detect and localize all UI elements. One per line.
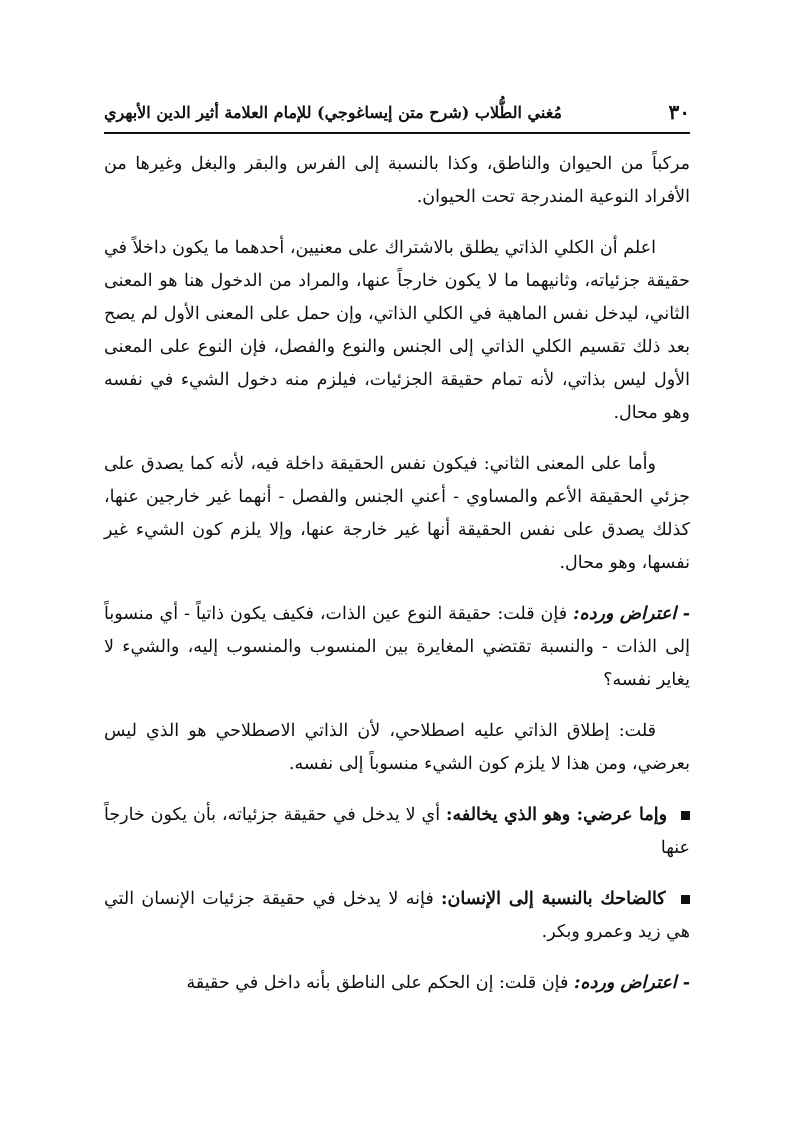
- paragraph-objection-2: [104, 967, 690, 1000]
- matn-phrase: وإما عرضي: وهو الذي يخالفه:: [446, 805, 668, 825]
- paragraph-text: فإنه لا يدخل في حقيقة جزئيات الإنسان التي هي زيد وعمرو وبكر.: [104, 889, 690, 942]
- paragraph-aradi: [104, 799, 690, 865]
- paragraph-continuation: [104, 148, 690, 214]
- page-number: ٣٠: [668, 100, 690, 124]
- paragraph-answer: [104, 715, 690, 781]
- running-title: مُغني الطُّلاب (شرح متن إيساغوجي) للإمام العلامة أثير الدين الأبهري: [104, 102, 562, 122]
- page-header: [104, 92, 690, 134]
- paragraph-text: فإن قلت: حقيقة النوع عين الذات، فكيف يكون ذاتياً - أي منسوباً إلى الذات - والنسبة تقتضي المغايرة بين المنسوب والمنسوب إليه، والشيء لا يغاير نفسه؟: [104, 604, 690, 690]
- objection-heading: - اعتراض ورده:: [573, 604, 690, 624]
- paragraph-dhati-meanings: [104, 232, 690, 430]
- paragraph-dahik: [104, 883, 690, 949]
- paragraph-objection: [104, 598, 690, 697]
- paragraph-text: وأما على المعنى الثاني: فيكون نفس الحقيقة داخلة فيه، لأنه كما يصدق على جزئي الحقيقة الأعم والمساوي - أعني الجنس والفصل - أنهما غير خارجين عنها، كذلك يصدق على نفس الحقيقة أنها غير خارجة عنها، وإلا يلزم كون الشيء غير نفسها، وهو محال.: [104, 454, 690, 573]
- page-body: [104, 148, 690, 1018]
- paragraph-second-meaning: [104, 448, 690, 580]
- square-bullet-icon: [681, 895, 690, 904]
- paragraph-text: قلت: إطلاق الذاتي عليه اصطلاحي، لأن الذاتي الاصطلاحي هو الذي ليس بعرضي، ومن هذا لا يلزم كون الشيء منسوباً إلى نفسه.: [104, 721, 690, 774]
- paragraph-text: فإن قلت: إن الحكم على الناطق بأنه داخل في حقيقة: [186, 973, 569, 993]
- paragraph-text: أي لا يدخل في حقيقة جزئياته، بأن يكون خارجاً عنها: [104, 805, 690, 858]
- paragraph-text: اعلم أن الكلي الذاتي يطلق بالاشتراك على معنيين، أحدهما ما يكون داخلاً في حقيقة جزئياته، وثانيهما ما لا يكون خارجاً عنها، والمراد من الدخول هنا هو المعنى الثاني، ليدخل نفس الماهية في الكلي الذاتي، وإن حمل على المعنى الأول لم يصح بعد ذلك تقسيم الكلي الذاتي إلى الجنس والنوع والفصل، فإن النوع على المعنى الأول ليس بذاتي، لأنه تمام حقيقة الجزئيات، فيلزم منه دخول الشيء في نفسه وهو محال.: [104, 238, 690, 423]
- objection-heading: - اعتراض ورده:: [573, 973, 690, 993]
- paragraph-text: مركباً من الحيوان والناطق، وكذا بالنسبة إلى الفرس والبقر والبغل وغيرها من الأفراد النوعية المندرجة تحت الحيوان.: [104, 154, 690, 207]
- square-bullet-icon: [681, 811, 690, 820]
- matn-phrase: كالضاحك بالنسبة إلى الإنسان:: [441, 889, 666, 909]
